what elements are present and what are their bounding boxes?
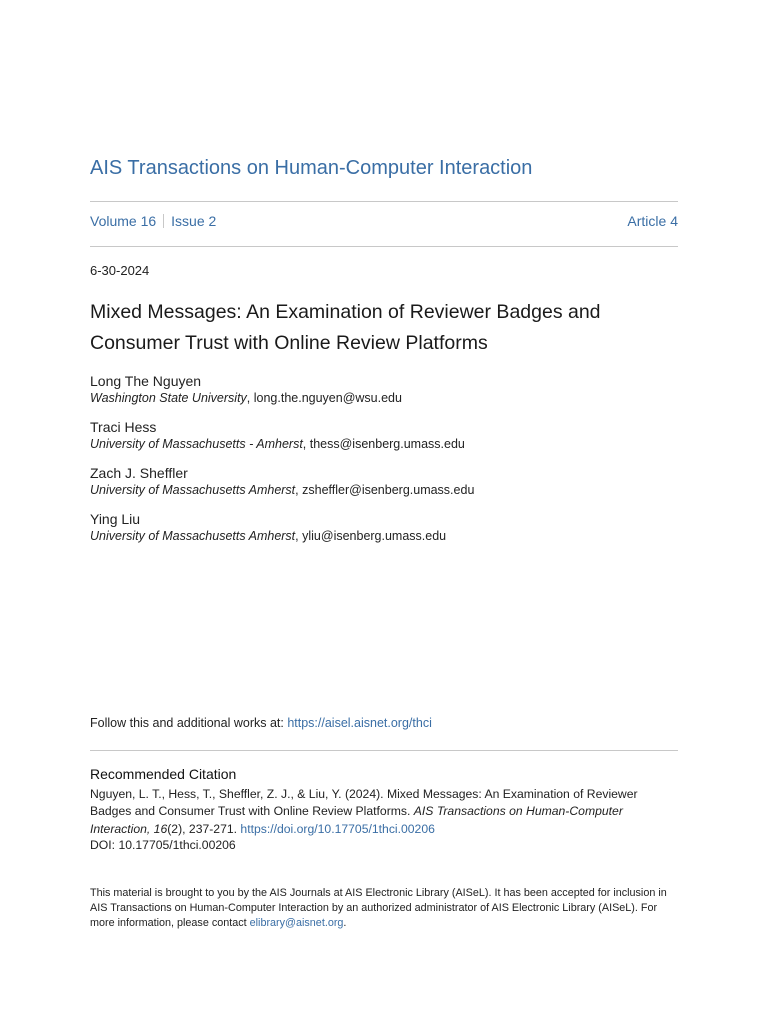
article-title	[90, 297, 678, 359]
author-email: , long.the.nguyen@wsu.edu	[246, 391, 402, 405]
author-affiliation	[90, 436, 678, 452]
contact-email-link[interactable]: elibrary@aisnet.org	[249, 917, 344, 929]
citation-text	[90, 786, 678, 838]
article-title-line: Mixed Messages: An Examination of Reviewer Badges and	[90, 301, 601, 323]
author-email: , thess@isenberg.umass.edu	[302, 437, 465, 451]
volume-issue-links	[90, 213, 216, 229]
issue-divider	[90, 246, 678, 247]
author-name-link[interactable]: Traci Hess	[90, 419, 157, 435]
citation-pages: (2), 237-271.	[167, 821, 241, 836]
volume-link[interactable]: Volume 16	[90, 213, 157, 229]
author-entry	[90, 464, 678, 498]
footer-end: .	[343, 917, 347, 929]
author-institution: University of Massachusetts Amherst	[90, 483, 296, 497]
citation-heading: Recommended Citation	[90, 766, 237, 782]
author-affiliation	[90, 482, 678, 498]
author-affiliation	[90, 528, 678, 544]
citation-divider	[90, 750, 678, 751]
author-entry	[90, 418, 678, 452]
author-email: , zsheffler@isenberg.umass.edu	[295, 483, 475, 497]
follow-line	[90, 716, 432, 730]
author-name-link[interactable]: Ying Liu	[90, 511, 141, 527]
cover-page	[90, 0, 678, 1024]
author-affiliation	[90, 390, 678, 406]
top-divider	[90, 201, 678, 202]
repository-link[interactable]: https://aisel.aisnet.org/thci	[287, 716, 432, 730]
doi-line: DOI: 10.17705/1thci.00206	[90, 838, 236, 852]
doi-link[interactable]: https://doi.org/10.17705/1thci.00206	[240, 821, 435, 836]
issue-link[interactable]: Issue 2	[171, 213, 217, 229]
issue-row	[90, 213, 678, 233]
author-list	[90, 372, 678, 556]
author-entry	[90, 372, 678, 406]
author-name-link[interactable]: Zach J. Sheffler	[90, 465, 188, 481]
citation-journal: AIS Transactions on Human-Computer Interaction, 16	[90, 804, 623, 836]
author-institution: University of Massachusetts Amherst	[90, 529, 296, 543]
citation-authors-title: Nguyen, L. T., Hess, T., Sheffler, Z. J., & Liu, Y. (2024). Mixed Messages: An Examination of Reviewer Badges and Consumer Trust with Online Review Platforms.	[90, 787, 638, 819]
author-institution: Washington State University	[90, 391, 247, 405]
author-entry	[90, 510, 678, 544]
author-institution: University of Massachusetts - Amherst	[90, 437, 303, 451]
journal-title-link[interactable]: AIS Transactions on Human-Computer Interaction	[90, 157, 533, 179]
author-name-link[interactable]: Long The Nguyen	[90, 373, 202, 389]
article-title-line: Consumer Trust with Online Review Platforms	[90, 332, 488, 354]
separator	[163, 214, 164, 228]
footer-text: This material is brought to you by the AIS Journals at AIS Electronic Library (AISeL). It has been accepted for inclusion in AIS Transactions on Human-Computer Interaction by an authorized administrator of AIS Electronic Library (AISeL). For more information, please contact	[90, 887, 667, 929]
follow-text: Follow this and additional works at:	[90, 716, 288, 730]
author-email: , yliu@isenberg.umass.edu	[295, 529, 447, 543]
article-link[interactable]: Article 4	[627, 213, 678, 229]
footer-note	[90, 886, 678, 931]
publication-date: 6-30-2024	[90, 263, 150, 278]
